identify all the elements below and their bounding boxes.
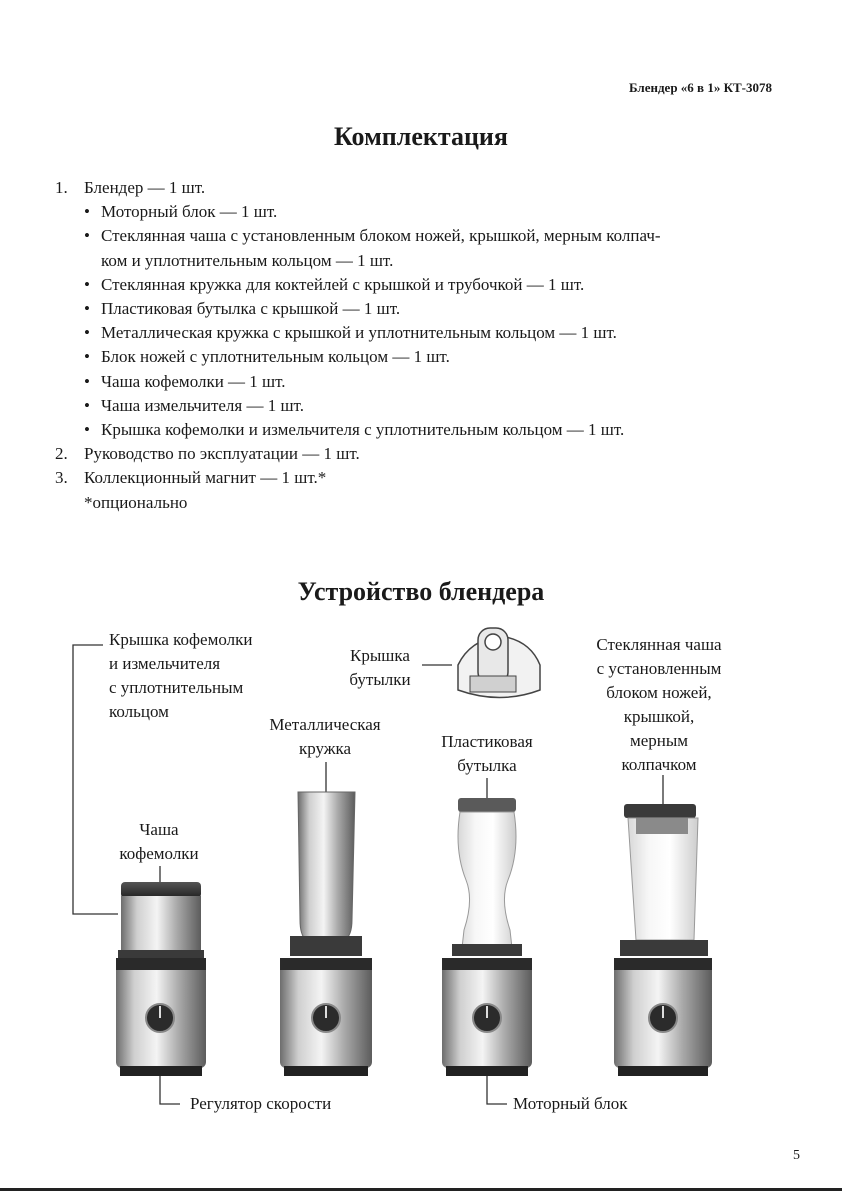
bullet-item: • Стеклянная чаша с установленным блоком ножей, крышкой, мерным колпач-	[84, 226, 661, 246]
section-title-device: Устройство блендера	[297, 577, 545, 606]
plastic-bottle-figure	[442, 798, 532, 1076]
bullet-item: • Металлическая кружка с крышкой и уплотнительным кольцом — 1 шт.	[84, 323, 617, 343]
bullet-item: • Пластиковая бутылка с крышкой — 1 шт.	[84, 299, 401, 319]
bullet-item: • Стеклянная кружка для коктейлей с крышкой и трубочкой — 1 шт.	[84, 274, 585, 294]
glass-jar-figure	[614, 804, 712, 1076]
metal-cup-figure	[280, 792, 372, 1076]
list-item: 3. Коллекционный магнит — 1 шт.*	[55, 468, 327, 488]
bullet-item: • Чаша измельчителя — 1 шт.	[84, 395, 304, 415]
label-glass-jar: Стеклянная чаша с установленным блоком ножей, крышкой, мерным колпачком	[596, 635, 722, 774]
list-item: 2. Руководство по эксплуатации — 1 шт.	[55, 444, 360, 464]
bottle-lid-figure	[458, 628, 540, 698]
label-metal-cup: Металлическая кружка	[269, 715, 381, 758]
label-bottle-lid: Крышка бутылки	[349, 646, 411, 689]
bullet-item: • Чаша кофемолки — 1 шт.	[84, 371, 286, 391]
list-text: Блендер — 1 шт.	[84, 178, 206, 197]
bullet-continuation: ком и уплотнительным кольцом — 1 шт.	[101, 250, 394, 270]
list-number: 1.	[55, 178, 68, 197]
label-speed-regulator: Регулятор скорости	[190, 1094, 332, 1113]
page-number: 5	[793, 1148, 800, 1163]
bullet-item: • Блок ножей с уплотнительным кольцом — 1 шт.	[84, 347, 450, 367]
document-header: Блендер «6 в 1» КТ-3078	[629, 80, 772, 95]
section-title-kit: Комплектация	[334, 122, 508, 151]
bullet-item: • Крышка кофемолки и измельчителя с уплотнительным кольцом — 1 шт.	[84, 420, 625, 440]
coffee-grinder-figure	[116, 882, 206, 1076]
optional-note: *опционально	[84, 492, 188, 512]
label-plastic-bottle: Пластиковая бутылка	[441, 732, 533, 775]
label-coffee-bowl: Чаша кофемолки	[119, 820, 199, 863]
label-motor-unit: Моторный блок	[513, 1094, 628, 1113]
label-grinder-lid: Крышка кофемолки и измельчителя с уплотнительным кольцом	[109, 630, 253, 721]
bullet-item: • Моторный блок — 1 шт.	[84, 202, 278, 222]
